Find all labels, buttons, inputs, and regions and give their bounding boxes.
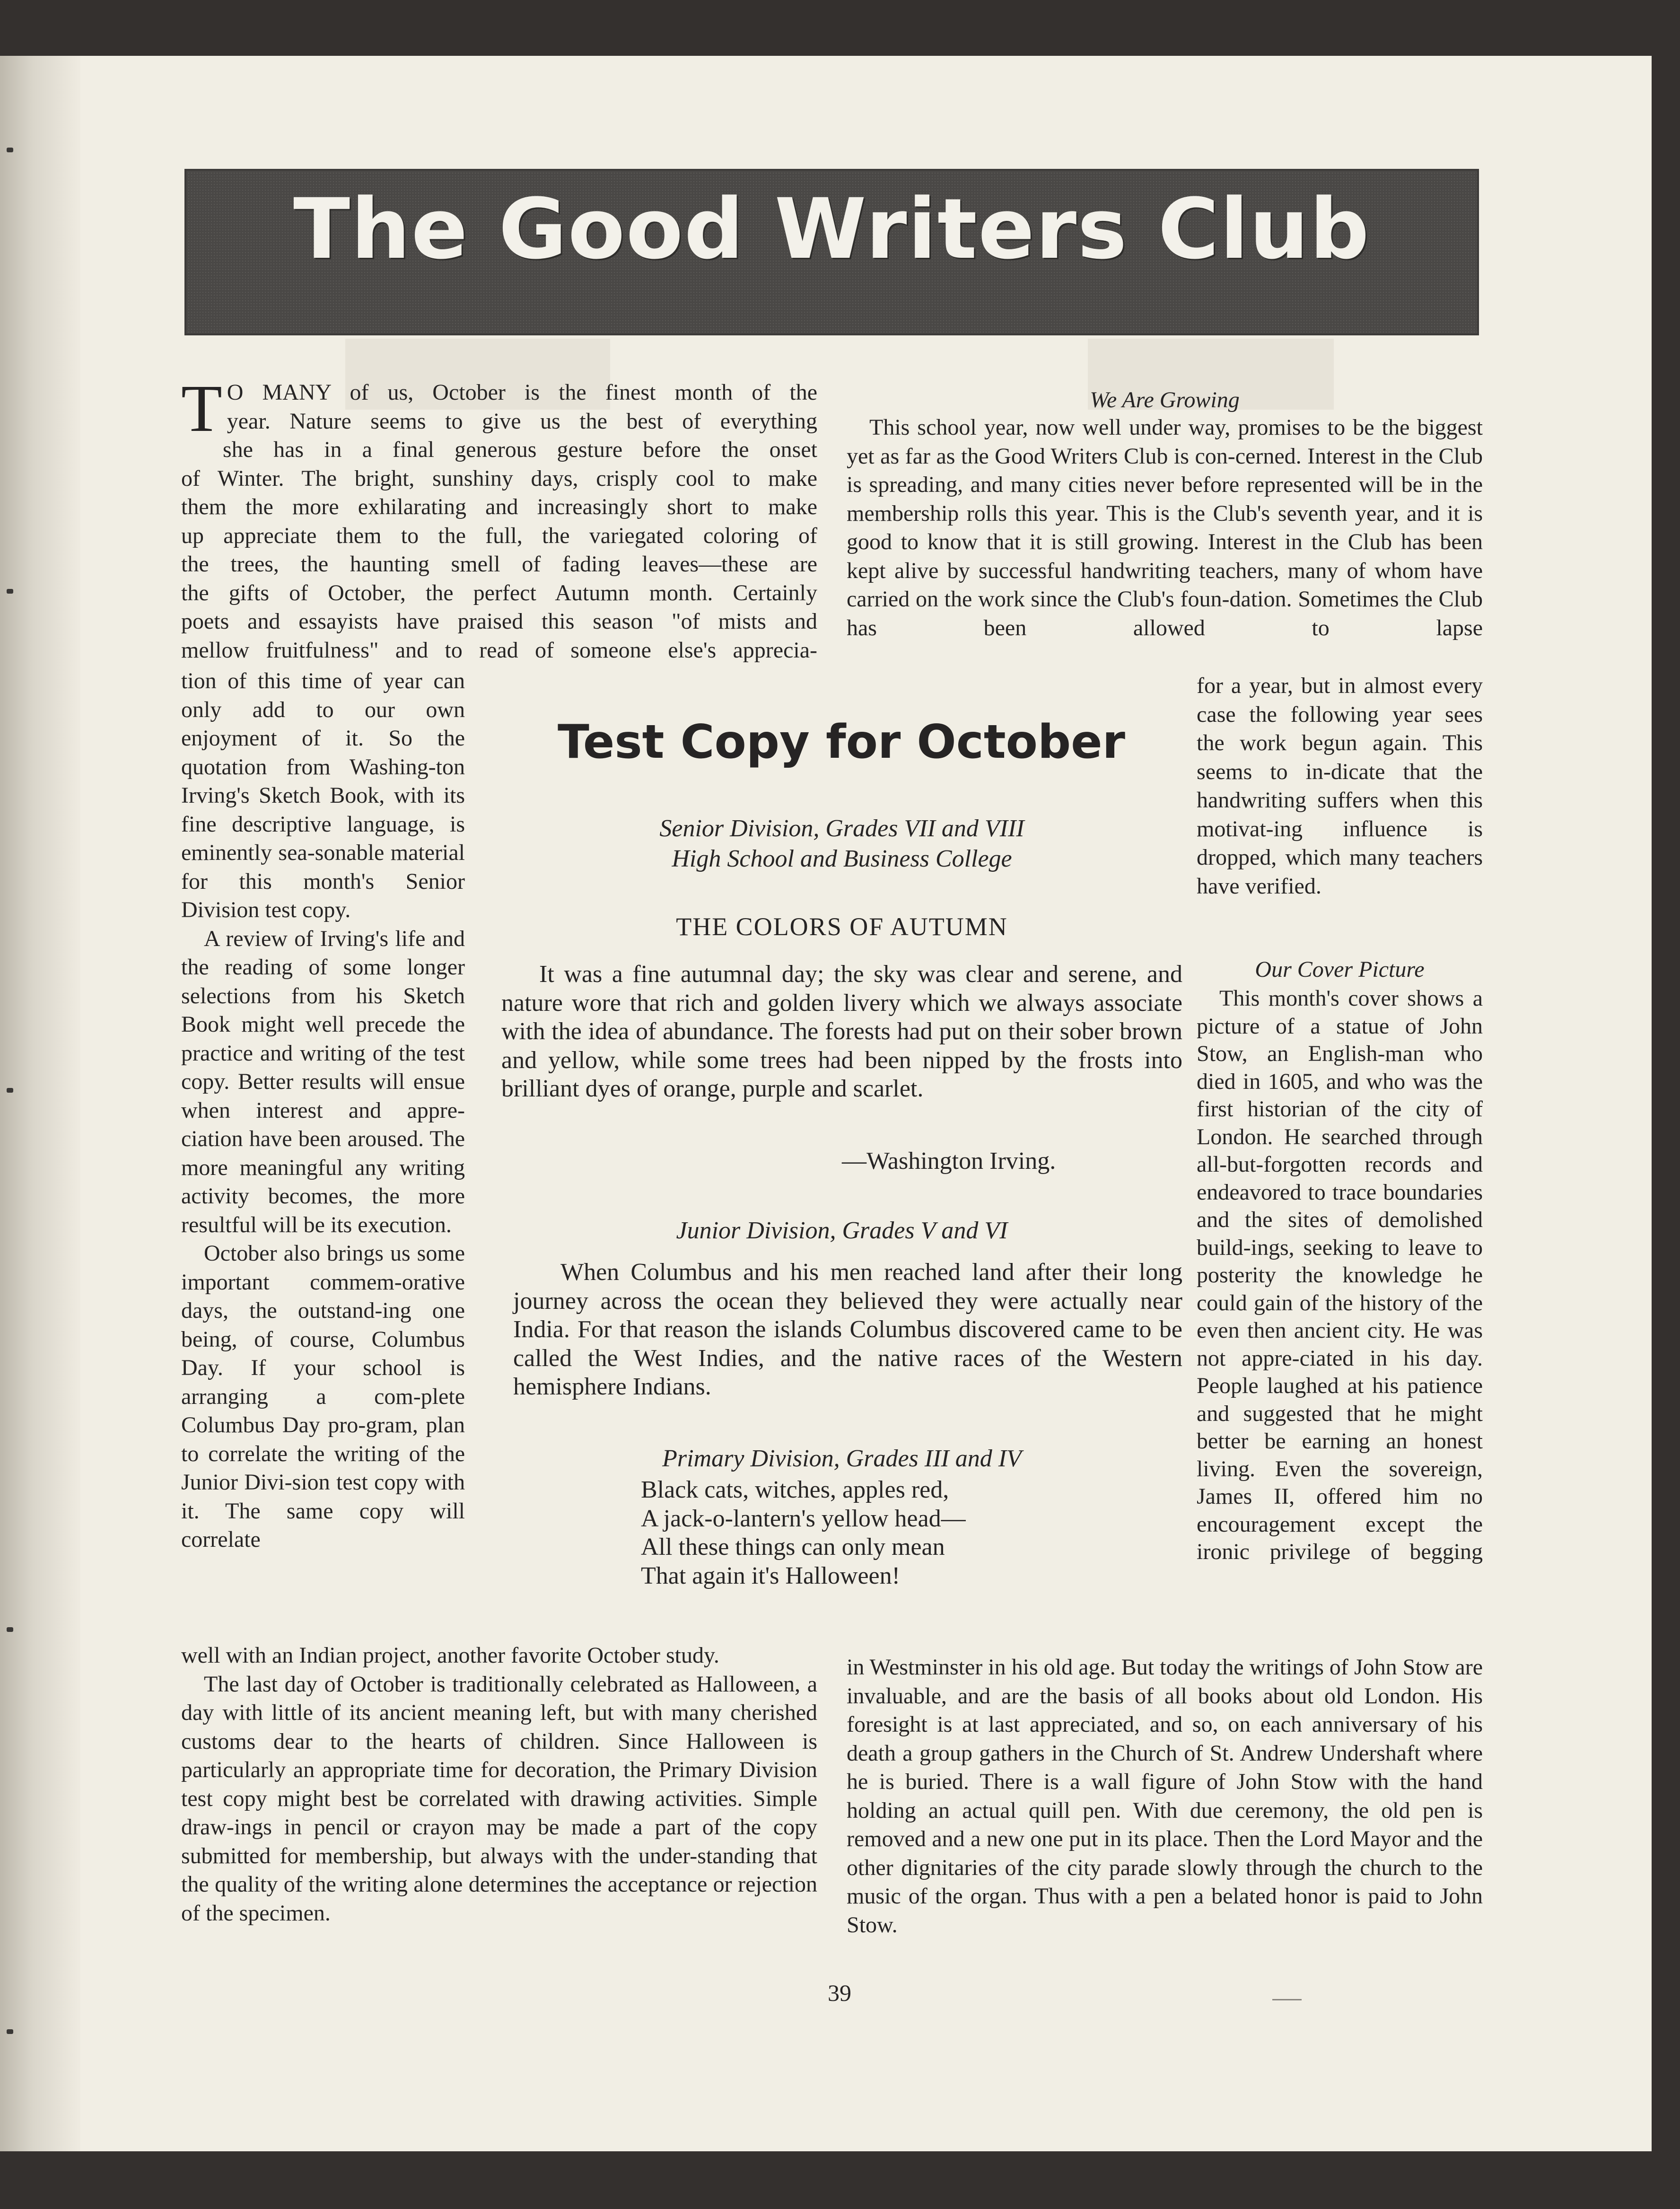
primary-poem [641, 1476, 966, 1590]
paragraph: This school year, now well under way, promises to be the biggest yet as far as the Good Writers Club is con-cerned. Interest in the Club is spreading, and many cities never before represented will be in the membership rolls this year. This is the Club's seventh year, and it is good to know that it is still growing. Interest in the Club has been kept alive by successful handwriting teachers, many of whom have carried on the work since the Club's foun-dation. Sometimes the Club has been allowed to lapse [847, 415, 1483, 640]
intro-paragraph [181, 371, 817, 665]
text-line: year. Nature seems to give us the best of everything [227, 408, 817, 434]
margin-mark [7, 1627, 13, 1632]
section-heading: We Are Growing [1090, 387, 1240, 412]
margin-mark [7, 2029, 13, 2034]
senior-division-heading: Senior Division, Grades VII and VIII [659, 815, 1024, 842]
paragraph: in Westminster in his old age. But today the writings of John Stow are invaluable, and are the basis of all books about old London. His foresight is at last appreciated, and so, on each anniversary of his death a group gathers in the Church of St. Andrew Undershaft where he is buried. There is a wall figure of John Stow with the hand holding an actual quill pen. With due ceremony, the old pen is removed and a new one put in its place. Then the Lord Mayor and the other dignitaries of the city parade slowly through the church to the music of the organ. Thus with a pen a belated honor is paid to John Stow. [847, 1655, 1483, 1937]
cover-bottom-paragraph [847, 1653, 1483, 1939]
text-line: poets and essayists have praised this season "of mists and [181, 609, 817, 634]
attribution: —Washington Irving. [842, 1148, 1056, 1175]
paragraph: October also brings us some important commem-orative days, the outstand-ing one being, of course, Columbus Day. If your school is arranging a com-plete Columbus Day pro-gram, plan to correlate the writing of the Junior Divi-sion test copy with it. The same copy will correlate [181, 1241, 465, 1552]
page-number: 39 [828, 1980, 851, 2006]
senior-test-copy: It was a fine autumnal day; the sky was clear and serene, and nature wore that rich and golden livery which we always associate with the idea of abundance. The forests had put on their sober brown and yellow, while some trees had been nipped by the frosts into brilliant dyes of orange, purple and scarlet. [501, 961, 1182, 1102]
section-heading: Our Cover Picture [1255, 957, 1425, 982]
poem-line: A jack-o-lantern's yellow head— [641, 1505, 966, 1532]
poem-line: All these things can only mean [641, 1534, 945, 1560]
book-gutter [0, 56, 80, 2151]
text-line: the trees, the haunting smell of fading leaves—these are [181, 552, 817, 577]
paragraph: This month's cover shows a picture of a statue of John Stow, an English-man who died in 1605, and who was the first historian of the city of London. He searched through all-but-forgotten records and endeavored to trace boundaries and the sites of demolished build-ings, seeking to leave to posterity the knowledge he could gain of the history of the even then ancient city. He was not appre-ciated in his day. People laughed at his patience and suggested that he might better be earning an honest living. Even the sovereign, James II, offered him no encouragement except the ironic privilege of begging [1197, 986, 1483, 1564]
paragraph: well with an Indian project, another favorite October study. [181, 1643, 719, 1668]
left-bottom-column [181, 1641, 817, 1928]
left-narrow-column [181, 667, 465, 1554]
growing-narrow-paragraph [1197, 672, 1483, 901]
drop-cap: T [181, 371, 222, 446]
margin-mark [7, 148, 13, 152]
paragraph: A review of Irving's life and the reading of some longer selections from his Sketch Book might well precede the practice and writing of the test copy. Better results will ensue when interest and appre-ciation have been aroused. The more meaningful any writing activity becomes, the more resultful will be its execution. [181, 926, 465, 1237]
primary-division-heading: Primary Division, Grades III and IV [662, 1445, 1022, 1472]
paragraph: for a year, but in almost every case the following year sees the work begun again. This seems to in-dicate that the handwriting suffers when this motivat-ing influence is dropped, which many teachers have verified. [1197, 673, 1483, 899]
margin-dash [1272, 1999, 1302, 2000]
test-copy-title: Test Copy for October [558, 715, 1125, 769]
poem-line: That again it's Halloween! [641, 1562, 900, 1589]
margin-mark [7, 1088, 13, 1093]
paragraph: The last day of October is traditionally celebrated as Halloween, a day with little of its ancient meaning left, but with many cherished customs dear to the hearts of children. Since Halloween is particularly an appropriate time for decoration, the Primary Division test copy might best be correlated with drawing activities. Simple draw-ings in pencil or crayon may be made a part of the copy submitted for membership, but always with the under-standing that the quality of the writing alone determines the acceptance or rejection of the specimen. [181, 1671, 817, 1926]
growing-paragraph [847, 413, 1483, 642]
text-line: she has in a final generous gesture before the onset [223, 437, 817, 462]
junior-division-heading: Junior Division, Grades V and VI [676, 1217, 1008, 1244]
text-line: of Winter. The bright, sunshiny days, crisply cool to make [181, 465, 817, 491]
poem-line: Black cats, witches, apples red, [641, 1476, 949, 1503]
senior-division-subheading: High School and Business College [672, 845, 1012, 872]
text-line: O MANY of us, October is the finest month of the [227, 380, 817, 405]
piece-title: THE COLORS OF AUTUMN [676, 912, 1008, 941]
text-line: up appreciate them to the full, the variegated coloring of [181, 523, 817, 548]
text-line: them the more exhilarating and increasingly short to make [181, 494, 817, 519]
junior-test-copy: When Columbus and his men reached land after their long journey across the ocean they believed they were actually near India. For that reason the islands Columbus discovered came to be called the West Indies, and the native races of the Western hemisphere Indians. [513, 1259, 1182, 1400]
text-line: mellow fruitfulness" and to read of someone else's apprecia- [181, 637, 817, 663]
club-banner [184, 169, 1479, 335]
text-line: the gifts of October, the perfect Autumn month. Certainly [181, 580, 817, 605]
paragraph: tion of this time of year can only add to our own enjoyment of it. So the quotation from Washing-ton Irving's Sketch Book, with its fine descriptive language, is eminently sea-sonable material for this month's Senior Division test copy. [181, 668, 465, 922]
cover-narrow-paragraph [1197, 985, 1483, 1566]
banner-title: The Good Writers Club [293, 181, 1370, 278]
margin-mark [7, 589, 13, 594]
